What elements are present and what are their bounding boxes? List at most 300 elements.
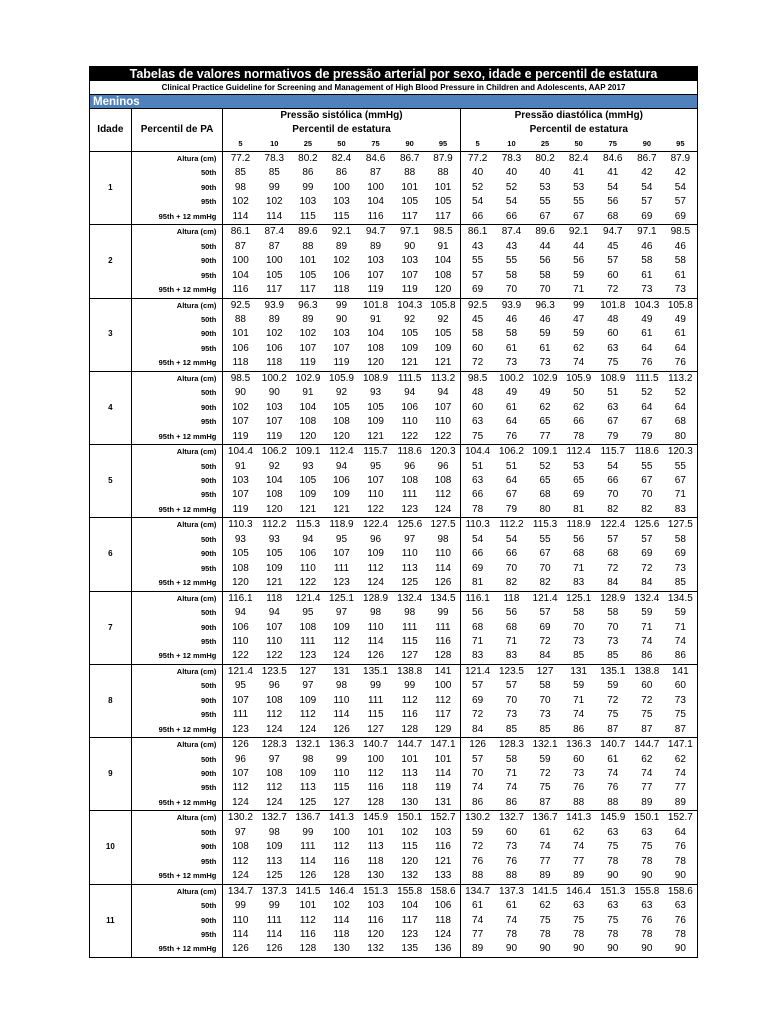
table-row xyxy=(90,855,698,869)
dia-value-cell: 74 xyxy=(664,635,698,649)
dia-value-cell: 61 xyxy=(539,342,551,354)
dia-value-cell: 64 xyxy=(664,401,698,415)
sys-value-cell: 108 xyxy=(434,474,452,486)
row-label: 50th xyxy=(131,679,223,693)
age-cell: 9 xyxy=(90,738,132,811)
dia-value-cell: 49 xyxy=(641,313,653,325)
sys-value-cell: 97 xyxy=(268,753,280,765)
dia-value-cell: 58 xyxy=(607,607,619,619)
sys-value-cell: 101 xyxy=(232,328,249,340)
dia-value-cell: 64 xyxy=(505,416,518,428)
row-label: 90th xyxy=(131,181,223,195)
sys-value-cell: 103 xyxy=(333,196,350,208)
table-row xyxy=(90,240,698,254)
dia-value-cell: 70 xyxy=(505,694,518,706)
dia-value-cell: 56 xyxy=(607,196,619,208)
dia-value-cell: 58 xyxy=(505,753,518,765)
dia-value-cell: 92.5 xyxy=(460,298,495,313)
sys-value-cell: 116 xyxy=(367,782,384,794)
sys-value-cell: 116 xyxy=(299,929,316,941)
dia-value-cell: 58 xyxy=(539,680,551,692)
sys-value-cell: 125.6 xyxy=(393,518,427,533)
dia-value-cell: 118.9 xyxy=(562,518,596,533)
dia-value-cell: 94.7 xyxy=(595,225,630,240)
sys-value-cell: 108 xyxy=(401,474,419,486)
sys-value-cell: 104 xyxy=(232,269,249,281)
sys-value-cell: 114 xyxy=(333,709,350,721)
dia-value-cell: 59 xyxy=(573,680,585,692)
table-row xyxy=(90,269,698,283)
dia-value-cell: 55 xyxy=(573,196,585,208)
dia-value-cell: 64 xyxy=(664,342,698,356)
dia-value-cell: 64 xyxy=(505,474,518,486)
row-label: 50th xyxy=(131,826,223,840)
sys-value-cell: 111 xyxy=(333,562,350,574)
table-row xyxy=(90,210,698,225)
dia-value-cell: 61 xyxy=(664,327,698,341)
dia-value-cell: 120.3 xyxy=(664,445,698,460)
dia-value-cell: 70 xyxy=(607,621,619,633)
dia-value-cell: 72 xyxy=(607,284,619,296)
dia-value-cell: 49 xyxy=(664,313,698,327)
sys-value-cell: 99 xyxy=(325,298,359,313)
table-row xyxy=(90,327,698,341)
dia-value-cell: 89 xyxy=(664,796,698,811)
page-subtitle: Clinical Practice Guideline for Screening and Management of High Blood Pressure in Children and Adolescents, AAP 2017 xyxy=(89,81,698,94)
sys-value-cell: 100 xyxy=(434,680,452,692)
sys-value-cell: 115.3 xyxy=(291,518,325,533)
sys-value-cell: 133 xyxy=(434,870,452,882)
dia-value-cell: 77 xyxy=(641,782,653,794)
row-label: Altura (cm) xyxy=(131,664,223,679)
dia-value-cell: 74 xyxy=(505,782,518,794)
dia-value-cell: 40 xyxy=(539,167,551,179)
row-label: Altura (cm) xyxy=(131,225,223,240)
table-row xyxy=(90,899,698,913)
sys-value-cell: 108 xyxy=(299,416,317,428)
dia-value-cell: 121.4 xyxy=(528,591,562,606)
dia-value-cell: 58 xyxy=(641,255,653,267)
dia-value-cell: 144.7 xyxy=(630,738,664,753)
dia-value-cell: 45 xyxy=(607,240,619,252)
sys-value-cell: 136.7 xyxy=(291,811,325,826)
sys-value-cell: 99 xyxy=(302,181,314,193)
dia-value-cell: 49 xyxy=(505,387,518,399)
dia-value-cell: 69 xyxy=(664,547,698,561)
dia-value-cell: 55 xyxy=(664,460,698,474)
dia-value-cell: 63 xyxy=(607,401,619,413)
dia-value-cell: 52 xyxy=(641,387,653,399)
sys-value-cell: 116 xyxy=(401,709,418,721)
row-label: 50th xyxy=(131,460,223,474)
dia-value-cell: 76 xyxy=(641,914,653,926)
sys-value-cell: 110 xyxy=(401,548,418,560)
age-cell: 5 xyxy=(90,445,132,518)
sys-value-cell: 95 xyxy=(335,533,348,545)
sys-value-cell: 106 xyxy=(333,269,350,281)
sys-value-cell: 102 xyxy=(333,900,350,912)
dia-value-cell: 70 xyxy=(539,562,551,574)
dia-value-cell: 72 xyxy=(539,635,551,647)
header-row-percentiles xyxy=(90,137,698,152)
sys-value-cell: 112 xyxy=(232,855,249,867)
row-label: Altura (cm) xyxy=(131,445,223,460)
page-title: Tabelas de valores normativos de pressão arterial por sexo, idade e percentil de estatura xyxy=(89,66,698,81)
dia-value-cell: 61 xyxy=(641,328,653,340)
dia-value-cell: 58 xyxy=(664,533,698,547)
dia-value-cell: 71 xyxy=(641,621,653,633)
sys-value-cell: 100 xyxy=(367,181,384,193)
dia-value-cell: 53 xyxy=(539,181,551,193)
age-cell: 1 xyxy=(90,152,132,225)
sys-value-cell: 109 xyxy=(434,342,452,354)
dia-value-cell: 76 xyxy=(460,855,495,869)
table-row xyxy=(90,914,698,928)
dia-value-cell: 123.5 xyxy=(495,664,529,679)
table-row xyxy=(90,811,698,826)
sys-value-cell: 94.7 xyxy=(358,225,393,240)
sys-value-cell: 119 xyxy=(232,430,249,442)
dia-value-cell: 126 xyxy=(460,738,495,753)
sys-value-cell: 104 xyxy=(265,474,283,486)
sys-value-cell: 115 xyxy=(333,782,350,794)
sys-value-cell: 135 xyxy=(393,942,427,957)
sys-value-cell: 101 xyxy=(367,826,384,838)
dia-value-cell: 65 xyxy=(573,474,585,486)
dia-value-cell: 61 xyxy=(641,269,653,281)
dia-value-cell: 61 xyxy=(460,899,495,913)
sys-value-cell: 114 xyxy=(232,210,249,222)
dia-value-cell: 48 xyxy=(460,386,495,400)
table-row xyxy=(90,723,698,738)
sys-value-cell: 114 xyxy=(367,635,384,647)
dia-value-cell: 98.5 xyxy=(460,371,495,386)
dia-value-cell: 55 xyxy=(539,196,551,208)
dia-value-cell: 75 xyxy=(573,914,585,926)
table-row xyxy=(90,884,698,899)
sys-value-cell: 95 xyxy=(302,607,314,619)
sys-value-cell: 89.6 xyxy=(291,225,325,240)
sys-value-cell: 105 xyxy=(401,328,419,340)
dia-value-cell: 140.7 xyxy=(595,738,630,753)
dia-value-cell: 67 xyxy=(641,416,653,428)
dia-value-cell: 60 xyxy=(505,826,518,838)
sys-value-cell: 98 xyxy=(404,607,416,619)
dia-value-cell: 80 xyxy=(539,503,551,515)
row-label: 95th + 12 mmHg xyxy=(131,869,223,884)
header-sistolica: Pressão sistólica (mmHg) xyxy=(223,109,460,123)
table-row xyxy=(90,401,698,415)
dia-value-cell: 152.7 xyxy=(664,811,698,826)
dia-value-cell: 46 xyxy=(641,240,653,252)
sys-value-cell: 96 xyxy=(268,680,280,692)
dia-value-cell: 85 xyxy=(573,650,585,662)
sys-value-cell: 137.3 xyxy=(257,884,291,899)
dia-value-cell: 86 xyxy=(505,796,518,808)
dia-value-cell: 76 xyxy=(664,840,698,854)
sys-value-cell: 116 xyxy=(333,855,350,867)
dia-value-cell: 60 xyxy=(460,401,495,415)
sys-value-cell: 131 xyxy=(434,796,452,808)
sys-value-cell: 108.9 xyxy=(358,371,393,386)
dia-value-cell: 57 xyxy=(505,680,518,692)
sys-value-cell: 113 xyxy=(266,855,283,867)
sys-value-cell: 105.8 xyxy=(426,298,460,313)
dia-value-cell: 78 xyxy=(573,430,585,442)
age-cell: 2 xyxy=(90,225,132,298)
dia-value-cell: 71 xyxy=(664,488,698,502)
sys-value-cell: 122 xyxy=(265,650,283,662)
sys-value-cell: 114 xyxy=(266,210,283,222)
sys-value-cell: 126 xyxy=(299,870,317,882)
row-label: Altura (cm) xyxy=(131,811,223,826)
sys-value-cell: 91 xyxy=(234,460,246,472)
row-label: 50th xyxy=(131,533,223,547)
dia-value-cell: 60 xyxy=(460,342,495,356)
bp-table xyxy=(89,109,698,958)
row-label: 90th xyxy=(131,621,223,635)
row-label: 95th xyxy=(131,928,223,942)
dia-value-cell: 80 xyxy=(664,430,698,445)
header-blank-percentil xyxy=(131,109,223,123)
sys-value-cell: 111 xyxy=(300,635,316,647)
dia-value-cell: 68 xyxy=(505,621,518,633)
dia-value-cell: 82 xyxy=(505,577,518,589)
sys-value-cell: 105 xyxy=(232,548,249,560)
sys-value-cell: 105 xyxy=(299,269,317,281)
dia-value-cell: 63 xyxy=(460,415,495,429)
sys-value-cell: 103 xyxy=(333,328,350,340)
dia-value-cell: 84 xyxy=(607,577,619,589)
sys-value-cell: 128.3 xyxy=(257,738,291,753)
sys-value-cell: 120 xyxy=(367,357,384,369)
sys-value-cell: 115 xyxy=(401,635,418,647)
dia-value-cell: 48 xyxy=(607,313,619,325)
dia-value-cell: 73 xyxy=(539,357,551,369)
age-cell: 10 xyxy=(90,811,132,884)
sys-value-cell: 97.1 xyxy=(393,225,427,240)
sys-value-cell: 101 xyxy=(401,181,419,193)
table-row xyxy=(90,826,698,840)
sys-value-cell: 104 xyxy=(401,900,419,912)
dia-value-cell: 64 xyxy=(641,401,653,413)
sys-value-cell: 111 xyxy=(435,621,451,633)
sys-value-cell: 101 xyxy=(299,900,317,912)
dia-value-cell: 108.9 xyxy=(595,371,630,386)
dia-value-cell: 90 xyxy=(641,870,653,882)
dia-value-cell: 128.9 xyxy=(595,591,630,606)
table-row xyxy=(90,738,698,753)
dia-value-cell: 83 xyxy=(664,503,698,518)
row-label: 50th xyxy=(131,240,223,254)
sys-value-cell: 86.7 xyxy=(393,152,427,167)
dia-value-cell: 61 xyxy=(505,401,518,413)
dia-value-cell: 61 xyxy=(664,269,698,283)
sys-value-cell: 110 xyxy=(401,416,418,428)
dia-value-cell: 87.4 xyxy=(495,225,529,240)
sys-value-cell: 111 xyxy=(266,914,282,926)
dia-value-cell: 77 xyxy=(460,928,495,942)
sys-value-cell: 94 xyxy=(437,387,449,399)
dia-value-cell: 67 xyxy=(573,210,585,222)
sys-value-cell: 87.9 xyxy=(426,152,460,167)
dia-value-cell: 89.6 xyxy=(528,225,562,240)
dia-value-cell: 59 xyxy=(607,680,619,692)
sys-value-cell: 122 xyxy=(232,650,249,662)
sys-value-cell: 141.3 xyxy=(325,811,359,826)
sys-value-cell: 100 xyxy=(333,826,350,838)
table-row xyxy=(90,166,698,180)
sys-value-cell: 96 xyxy=(234,753,246,765)
dia-value-cell: 138.8 xyxy=(630,664,664,679)
dia-value-cell: 56 xyxy=(505,607,518,619)
sys-value-cell: 99 xyxy=(302,826,314,838)
sys-value-cell: 77.2 xyxy=(223,152,258,167)
sys-value-cell: 100 xyxy=(333,181,350,193)
sys-value-cell: 105 xyxy=(434,328,452,340)
dia-value-cell: 66 xyxy=(505,548,518,560)
table-row xyxy=(90,781,698,795)
header-percentile-dia-5: 90 xyxy=(642,139,652,148)
dia-value-cell: 59 xyxy=(573,328,585,340)
sys-value-cell: 126 xyxy=(223,738,258,753)
sys-value-cell: 130 xyxy=(401,796,419,808)
sys-value-cell: 128 xyxy=(333,870,350,882)
dia-value-cell: 63 xyxy=(641,826,653,838)
sys-value-cell: 78.3 xyxy=(257,152,291,167)
sys-value-cell: 118.9 xyxy=(325,518,359,533)
sys-value-cell: 92.5 xyxy=(223,298,258,313)
sys-value-cell: 116 xyxy=(435,635,451,647)
dia-value-cell: 50 xyxy=(573,387,585,399)
dia-value-cell: 74 xyxy=(641,768,653,780)
table-row xyxy=(90,664,698,679)
dia-value-cell: 62 xyxy=(539,900,551,912)
table-row xyxy=(90,606,698,620)
dia-value-cell: 141.3 xyxy=(562,811,596,826)
dia-value-cell: 69 xyxy=(664,210,698,225)
sys-value-cell: 125 xyxy=(265,870,283,882)
sys-value-cell: 90 xyxy=(404,240,416,252)
row-label: 95th + 12 mmHg xyxy=(131,283,223,298)
sys-value-cell: 127 xyxy=(401,650,419,662)
dia-value-cell: 45 xyxy=(460,313,495,327)
dia-value-cell: 85 xyxy=(664,576,698,591)
dia-value-cell: 59 xyxy=(573,269,585,281)
row-label: 50th xyxy=(131,606,223,620)
dia-value-cell: 105.8 xyxy=(664,298,698,313)
dia-value-cell: 55 xyxy=(539,533,551,545)
dia-value-cell: 83 xyxy=(505,650,518,662)
header-percentile-sys-1: 10 xyxy=(270,139,279,148)
dia-value-cell: 57 xyxy=(539,607,551,619)
dia-value-cell: 54 xyxy=(607,460,619,472)
dia-value-cell: 75 xyxy=(664,708,698,722)
sys-value-cell: 110 xyxy=(435,416,451,428)
sys-value-cell: 122.4 xyxy=(358,518,393,533)
dia-value-cell: 104.3 xyxy=(630,298,664,313)
dia-value-cell: 78 xyxy=(460,503,495,518)
dia-value-cell: 54 xyxy=(607,181,619,193)
sys-value-cell: 112.4 xyxy=(325,445,359,460)
dia-value-cell: 69 xyxy=(573,489,585,501)
sys-value-cell: 96.3 xyxy=(291,298,325,313)
dia-value-cell: 115.7 xyxy=(595,445,630,460)
dia-value-cell: 63 xyxy=(607,342,619,354)
dia-value-cell: 78.3 xyxy=(495,152,529,167)
dia-value-cell: 59 xyxy=(539,753,551,765)
dia-value-cell: 115.3 xyxy=(528,518,562,533)
dia-value-cell: 136.7 xyxy=(528,811,562,826)
sys-value-cell: 89 xyxy=(302,313,314,325)
dia-value-cell: 79 xyxy=(607,430,619,442)
table-row xyxy=(90,533,698,547)
dia-value-cell: 111.5 xyxy=(630,371,664,386)
dia-value-cell: 137.3 xyxy=(495,884,529,899)
dia-value-cell: 88 xyxy=(460,869,495,884)
row-label: 95th xyxy=(131,708,223,722)
table-row xyxy=(90,474,698,488)
sys-value-cell: 126 xyxy=(333,723,350,735)
sys-value-cell: 123 xyxy=(232,723,249,735)
sys-value-cell: 112 xyxy=(299,914,316,926)
row-label: 95th xyxy=(131,195,223,209)
dia-value-cell: 63 xyxy=(641,900,653,912)
dia-value-cell: 113.2 xyxy=(664,371,698,386)
header-percentil-estatura-dia: Percentil de estatura xyxy=(460,123,697,137)
sys-value-cell: 112 xyxy=(333,635,350,647)
sys-value-cell: 130.2 xyxy=(223,811,258,826)
dia-value-cell: 73 xyxy=(539,709,551,721)
row-label: 95th xyxy=(131,488,223,502)
dia-value-cell: 75 xyxy=(607,914,619,926)
sys-value-cell: 92 xyxy=(335,387,348,399)
table-row xyxy=(90,840,698,854)
sys-value-cell: 110 xyxy=(435,548,451,560)
dia-value-cell: 72 xyxy=(641,562,653,574)
sys-value-cell: 106 xyxy=(265,342,283,354)
sys-value-cell: 123 xyxy=(401,503,419,515)
sys-value-cell: 118 xyxy=(257,591,291,606)
sys-value-cell: 112.2 xyxy=(257,518,291,533)
sys-value-cell: 104 xyxy=(299,401,317,413)
dia-value-cell: 67 xyxy=(607,416,619,428)
dia-value-cell: 60 xyxy=(607,269,619,281)
sys-value-cell: 122 xyxy=(367,503,384,515)
dia-value-cell: 125.6 xyxy=(630,518,664,533)
row-label: 95th xyxy=(131,415,223,429)
dia-value-cell: 78 xyxy=(539,929,551,941)
sys-value-cell: 102 xyxy=(401,826,419,838)
table-row xyxy=(90,298,698,313)
dia-value-cell: 44 xyxy=(539,240,551,252)
sys-value-cell: 110.3 xyxy=(223,518,258,533)
sys-value-cell: 86 xyxy=(302,167,314,179)
dia-value-cell: 58 xyxy=(664,254,698,268)
row-label: Altura (cm) xyxy=(131,518,223,533)
dia-value-cell: 49 xyxy=(539,387,551,399)
sys-value-cell: 112 xyxy=(435,694,451,706)
sys-value-cell: 127 xyxy=(291,664,325,679)
dia-value-cell: 151.3 xyxy=(595,884,630,899)
sys-value-cell: 88 xyxy=(234,313,246,325)
sys-value-cell: 118 xyxy=(435,914,451,926)
sys-value-cell: 102 xyxy=(265,328,283,340)
dia-value-cell: 71 xyxy=(505,768,518,780)
dia-value-cell: 96.3 xyxy=(528,298,562,313)
sys-value-cell: 99 xyxy=(370,680,382,692)
sys-value-cell: 106 xyxy=(232,621,249,633)
